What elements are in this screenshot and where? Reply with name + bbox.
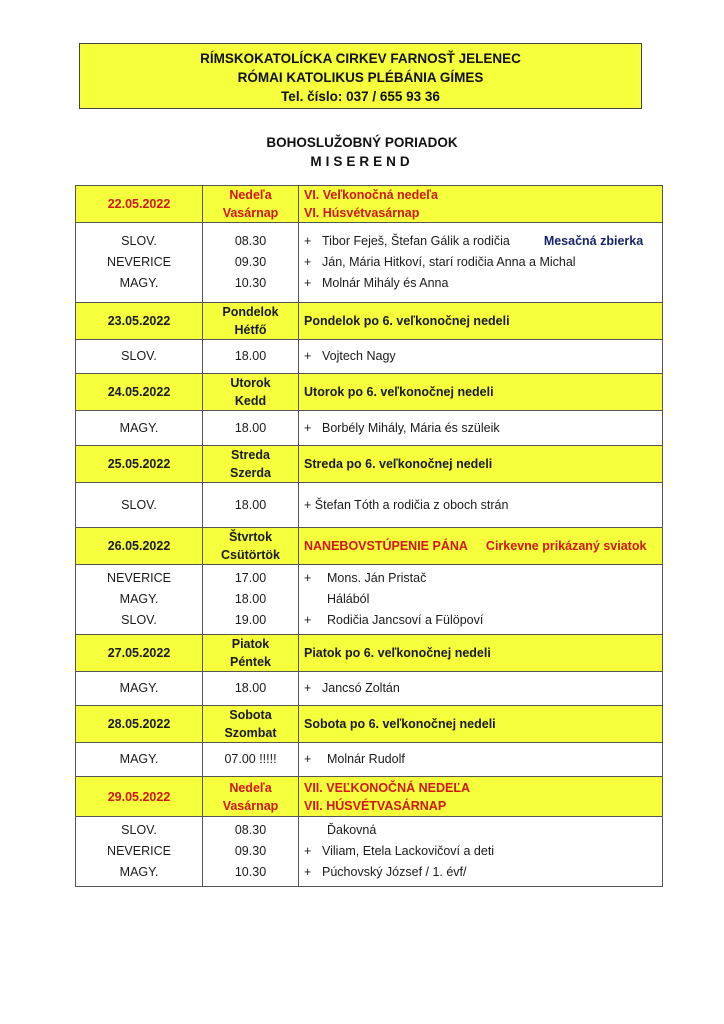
- day-description: Piatok po 6. veľkonočnej nedeli: [299, 635, 663, 672]
- day-description: Utorok po 6. veľkonočnej nedeli: [299, 374, 663, 411]
- mass-schedule-table: [75, 185, 663, 887]
- day-name-sk: Piatok: [231, 637, 270, 651]
- mass-intention: [299, 483, 663, 528]
- day-name: [203, 186, 299, 223]
- deceased-cross-icon: +: [304, 571, 312, 585]
- masses-row: [76, 483, 663, 528]
- day-description: [299, 528, 663, 565]
- day-date: 22.05.2022: [76, 186, 203, 223]
- mass-intention: [299, 672, 663, 706]
- page-title: [0, 133, 724, 171]
- mass-language: SLOV.: [76, 483, 203, 528]
- mass-language: NEVERICE: [107, 255, 171, 269]
- mass-intention: [304, 610, 662, 631]
- day-header-row: [76, 706, 663, 743]
- intention-text: Jancsó Zoltán: [322, 681, 400, 695]
- mass-language: NEVERICE: [107, 844, 171, 858]
- intention-text: Mons. Ján Pristač: [327, 571, 427, 585]
- day-name-hu: Kedd: [234, 394, 267, 408]
- mass-intention: [304, 589, 662, 610]
- mass-language: MAGY.: [76, 411, 203, 446]
- deceased-cross-icon: +: [304, 681, 312, 695]
- day-name-hu: Csütörtök: [220, 548, 281, 562]
- deceased-cross-icon: +: [304, 234, 312, 248]
- mass-language: SLOV.: [121, 613, 157, 627]
- mass-time: 08.30: [234, 823, 267, 837]
- day-description-hu: VI. Húsvétvasárnap: [304, 206, 420, 220]
- mass-intentions: [299, 223, 663, 303]
- mass-intention: [299, 340, 663, 374]
- masses-row: [76, 672, 663, 706]
- day-description-sk: VI. Veľkonočná nedeľa: [304, 188, 438, 202]
- mass-language: MAGY.: [76, 743, 203, 777]
- deceased-cross-icon: +: [304, 613, 312, 627]
- mass-language: SLOV.: [121, 234, 157, 248]
- intention-text: Viliam, Etela Lackovičoví a deti: [322, 844, 495, 858]
- day-description-sk: VII. VEĽKONOČNÁ NEDEĽA: [304, 780, 470, 795]
- intention-text: Molnár Mihály és Anna: [322, 276, 449, 290]
- day-description: [299, 186, 663, 223]
- day-header-row: [76, 446, 663, 483]
- parish-header: [79, 43, 642, 109]
- intention-text: Vojtech Nagy: [322, 349, 396, 363]
- deceased-cross-icon: +: [304, 276, 312, 290]
- mass-language: MAGY.: [119, 865, 159, 879]
- day-name: [203, 528, 299, 565]
- day-name-sk: Nedeľa: [229, 780, 272, 795]
- title-hu: MISEREND: [310, 154, 414, 169]
- deceased-cross-icon: +: [304, 865, 312, 879]
- day-description: [299, 777, 663, 817]
- mass-languages: [76, 565, 203, 635]
- intention-text: Púchovský József / 1. évf/: [322, 865, 467, 879]
- collection-note: Mesačná zbierka: [543, 234, 644, 248]
- mass-time: 19.00: [234, 613, 267, 627]
- masses-row: [76, 411, 663, 446]
- day-name-sk: Streda: [231, 448, 270, 462]
- day-header-row: [76, 528, 663, 565]
- feast-obligation-note: Cirkevne prikázaný sviatok: [485, 539, 647, 553]
- day-header-row: [76, 777, 663, 817]
- day-name-sk: Štvrtok: [228, 530, 273, 544]
- masses-row: [76, 565, 663, 635]
- day-date: 27.05.2022: [76, 635, 203, 672]
- day-header-row: [76, 186, 663, 223]
- day-description-hu: VII. HÚSVÉTVASÁRNAP: [304, 798, 447, 813]
- day-name-hu: Szerda: [230, 466, 271, 480]
- intention-text: Rodičia Jancsoví a Fülöpoví: [327, 613, 484, 627]
- mass-intention: [304, 252, 662, 273]
- day-name: [203, 374, 299, 411]
- mass-languages: [76, 817, 203, 887]
- mass-intention: [304, 231, 662, 252]
- mass-intention: [304, 273, 662, 294]
- day-description: Pondelok po 6. veľkonočnej nedeli: [299, 303, 663, 340]
- parish-name-hu: RÓMAI KATOLIKUS PLÉBÁNIA GÍMES: [237, 70, 484, 85]
- day-name: [203, 777, 299, 817]
- day-name-sk: Utorok: [230, 376, 271, 390]
- deceased-cross-icon: +: [304, 255, 312, 269]
- day-date: 24.05.2022: [76, 374, 203, 411]
- intention-text: Ján, Mária Hitkoví, starí rodičia Anna a Michal: [322, 255, 576, 269]
- mass-time: 10.30: [234, 865, 267, 879]
- mass-times: [203, 223, 299, 303]
- mass-time: 18.00: [234, 592, 267, 606]
- day-description: Streda po 6. veľkonočnej nedeli: [299, 446, 663, 483]
- day-date: 25.05.2022: [76, 446, 203, 483]
- day-header-row: [76, 303, 663, 340]
- mass-language: MAGY.: [119, 276, 159, 290]
- mass-language: SLOV.: [76, 340, 203, 374]
- mass-language: SLOV.: [121, 823, 157, 837]
- intention-text: Ďakovná: [327, 823, 377, 837]
- day-date: 26.05.2022: [76, 528, 203, 565]
- masses-row: [76, 340, 663, 374]
- day-name: [203, 446, 299, 483]
- day-date: 23.05.2022: [76, 303, 203, 340]
- masses-row: [76, 743, 663, 777]
- mass-languages: [76, 223, 203, 303]
- mass-intention: [304, 820, 662, 841]
- mass-time: 08.30: [234, 234, 267, 248]
- mass-language: MAGY.: [76, 672, 203, 706]
- day-name-sk: Sobota: [229, 708, 272, 722]
- mass-time: 18.00: [203, 340, 299, 374]
- day-name-hu: Szombat: [224, 726, 277, 740]
- title-sk: BOHOSLUŽOBNÝ PORIADOK: [266, 135, 458, 150]
- mass-time: 09.30: [234, 844, 267, 858]
- day-name-sk: Pondelok: [222, 305, 279, 319]
- day-date: 28.05.2022: [76, 706, 203, 743]
- mass-intention: [304, 841, 662, 862]
- day-header-row: [76, 635, 663, 672]
- intention-text: Molnár Rudolf: [327, 752, 405, 766]
- mass-time: 18.00: [203, 483, 299, 528]
- mass-time: 07.00 !!!!!: [203, 743, 299, 777]
- mass-time: 18.00: [203, 411, 299, 446]
- mass-times: [203, 565, 299, 635]
- intention-text: Štefan Tóth a rodičia z oboch strán: [314, 497, 509, 512]
- intention-text: Tibor Feješ, Štefan Gálik a rodičia: [322, 234, 510, 248]
- mass-language: NEVERICE: [107, 571, 171, 585]
- masses-row: [76, 223, 663, 303]
- day-name: [203, 303, 299, 340]
- intention-text: Borbély Mihály, Mária és szüleik: [322, 420, 500, 435]
- mass-intention: [304, 862, 662, 883]
- mass-language: MAGY.: [119, 592, 159, 606]
- mass-time: 18.00: [203, 672, 299, 706]
- day-description: Sobota po 6. veľkonočnej nedeli: [299, 706, 663, 743]
- deceased-cross-icon: +: [304, 844, 312, 858]
- intention-text: Hálából: [327, 592, 370, 606]
- deceased-cross-icon: +: [304, 752, 312, 766]
- day-name-hu: Vasárnap: [222, 206, 279, 220]
- mass-time: 09.30: [234, 255, 267, 269]
- mass-times: [203, 817, 299, 887]
- day-name: [203, 635, 299, 672]
- mass-intention: [304, 568, 662, 589]
- deceased-cross-icon: +: [304, 497, 312, 512]
- mass-time: 10.30: [234, 276, 267, 290]
- day-name-sk: Nedeľa: [229, 188, 272, 202]
- day-name-hu: Vasárnap: [222, 798, 279, 813]
- day-header-row: [76, 374, 663, 411]
- mass-intention: [299, 743, 663, 777]
- deceased-cross-icon: +: [304, 420, 312, 435]
- day-name: [203, 706, 299, 743]
- mass-intentions: [299, 565, 663, 635]
- masses-row: [76, 817, 663, 887]
- day-date: 29.05.2022: [76, 777, 203, 817]
- deceased-cross-icon: +: [304, 349, 312, 363]
- mass-intentions: [299, 817, 663, 887]
- day-name-hu: Hétfő: [234, 323, 267, 337]
- day-name-hu: Péntek: [230, 655, 271, 669]
- mass-time: 17.00: [234, 571, 267, 585]
- feast-title: NANEBOVSTÚPENIE PÁNA: [304, 539, 468, 553]
- parish-phone: Tel. číslo: 037 / 655 93 36: [281, 89, 440, 104]
- parish-name-sk: RÍMSKOKATOLÍCKA CIRKEV FARNOSŤ JELENEC: [200, 51, 521, 66]
- mass-intention: [299, 411, 663, 446]
